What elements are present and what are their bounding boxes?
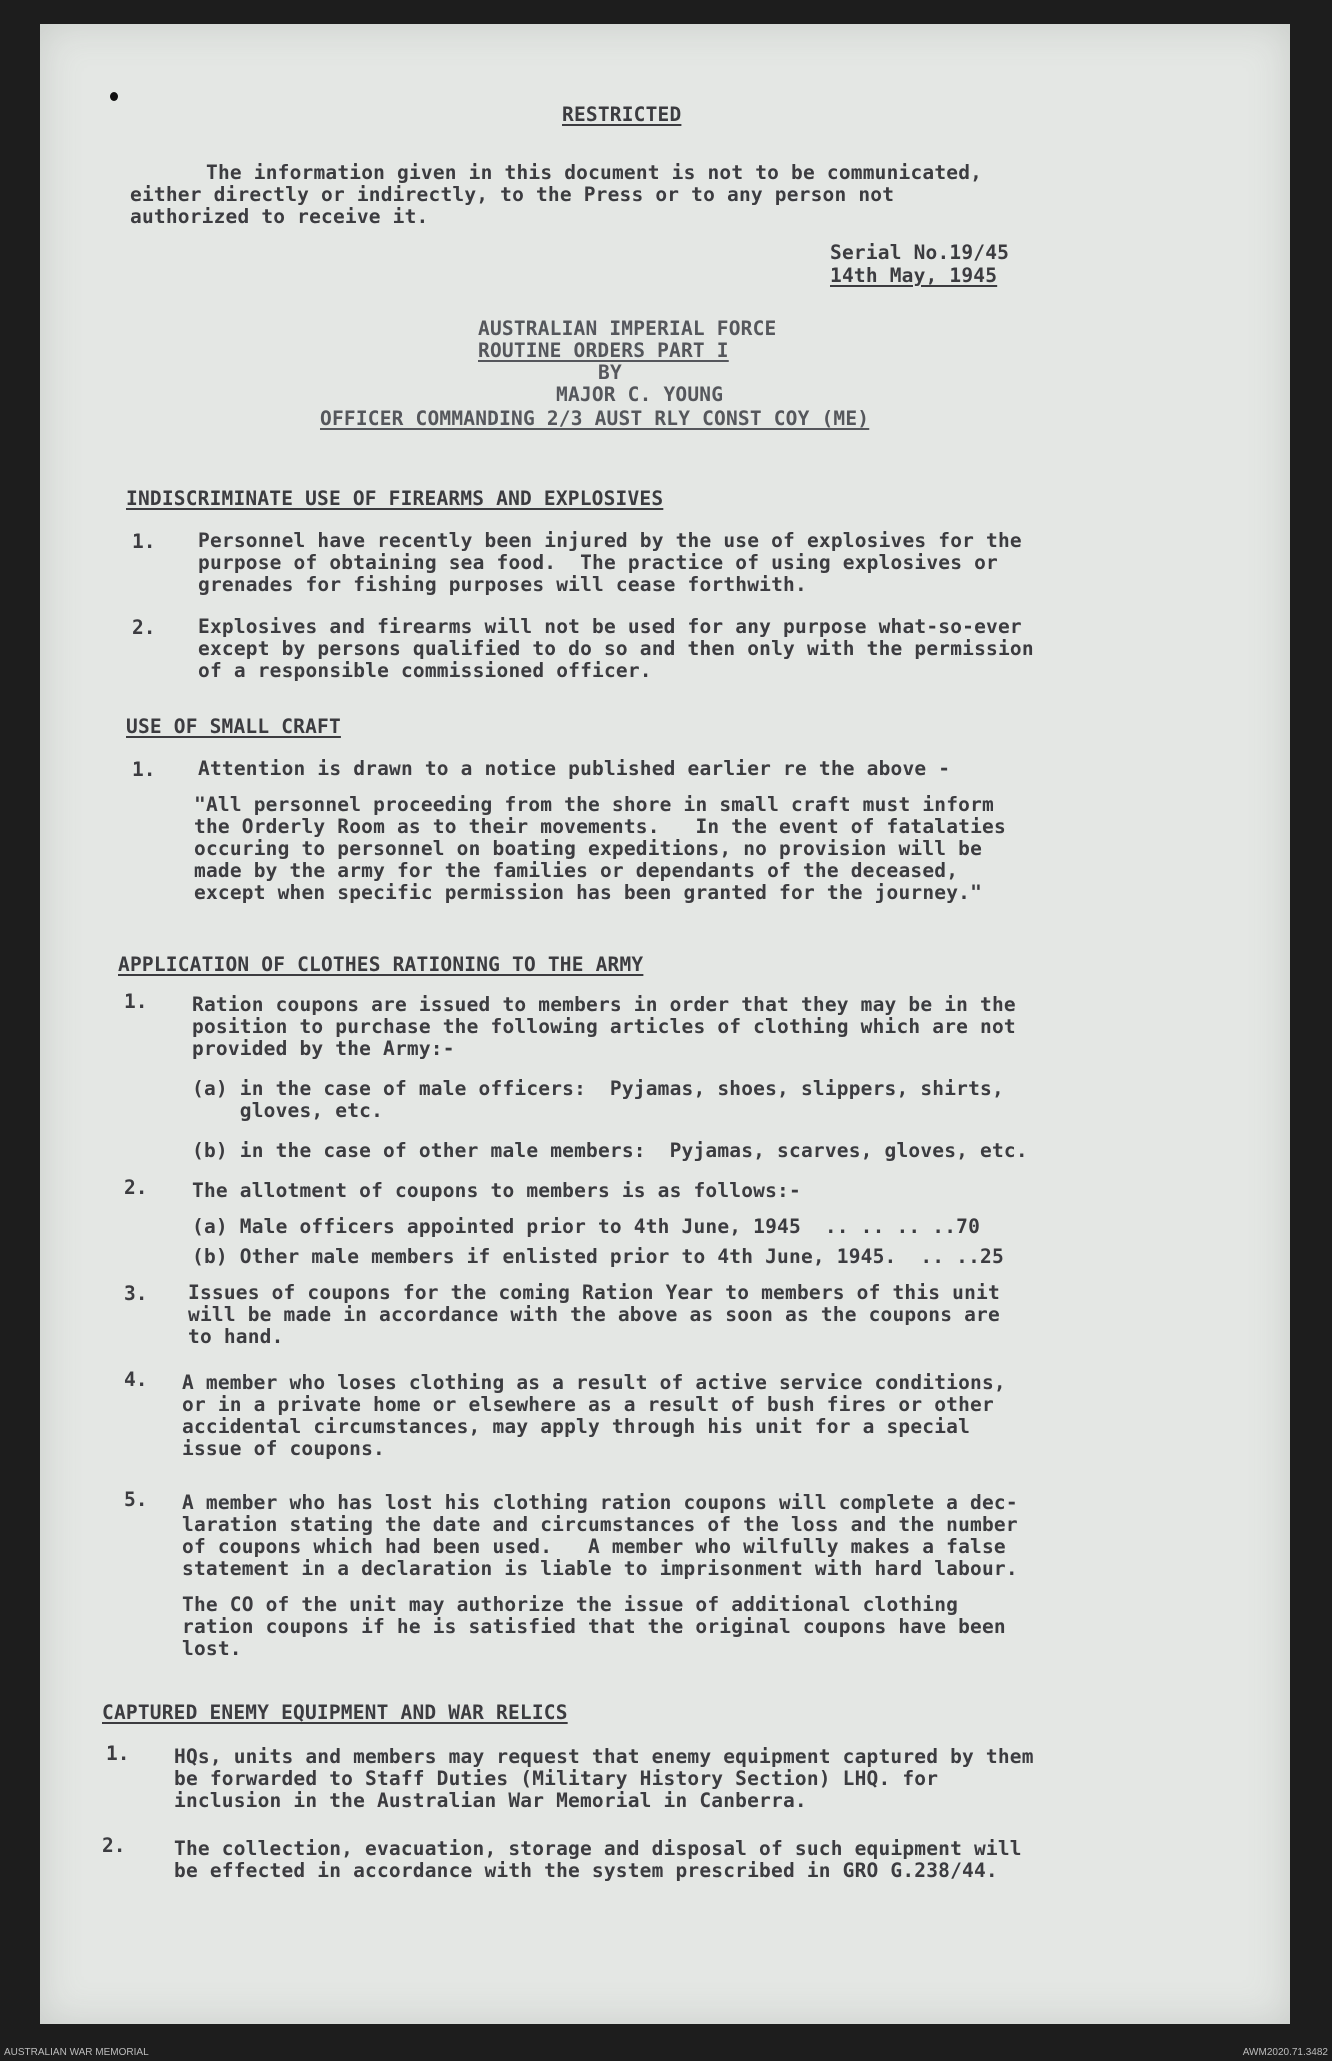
para-line: purpose of obtaining sea food. The practice of using explosives or xyxy=(198,551,998,574)
para-line: Ration coupons are issued to members in order that they may be in the xyxy=(192,993,1016,1016)
para-line: inclusion in the Australian War Memorial in Canberra. xyxy=(174,1789,807,1812)
para-line: HQs, units and members may request that enemy equipment captured by them xyxy=(174,1745,1034,1768)
para-line: The collection, evacuation, storage and disposal of such equipment will xyxy=(174,1837,1022,1860)
title-line-3: BY xyxy=(598,361,622,384)
quote-line: "All personnel proceeding from the shore in small craft must inform xyxy=(194,793,994,816)
para-line: The CO of the unit may authorize the issue of additional clothing xyxy=(182,1593,959,1616)
warning-line-2: either directly or indirectly, to the Press or to any person not xyxy=(130,183,895,206)
quote-line: the Orderly Room as to their movements. In the event of fatalaties xyxy=(194,815,1006,838)
quote-line: occuring to personnel on boating expeditions, no provision will be xyxy=(194,837,983,860)
para-line: laration stating the date and circumstances of the loss and the number xyxy=(182,1513,1018,1536)
title-line-5: OFFICER COMMANDING 2/3 AUST RLY CONST COY (ME) xyxy=(320,407,870,430)
para-number: 2. xyxy=(132,616,156,639)
warning-line-1: The information given in this document is not to be communicated, xyxy=(206,161,983,184)
para-line: or in a private home or elsewhere as a result of bush fires or other xyxy=(182,1393,994,1416)
para-line: to hand. xyxy=(188,1325,284,1348)
para-line: be effected in accordance with the system prescribed in GRO G.238/44. xyxy=(174,1859,998,1882)
classification-label: RESTRICTED xyxy=(562,103,682,126)
quote-line: made by the army for the families or dependants of the deceased, xyxy=(194,859,959,882)
para-number: 2. xyxy=(124,1176,148,1199)
para-line: statement in a declaration is liable to imprisonment with hard labour. xyxy=(182,1557,1018,1580)
para-number: 3. xyxy=(124,1282,148,1305)
section-heading-clothes-rationing: APPLICATION OF CLOTHES RATIONING TO THE ARMY xyxy=(118,953,644,976)
para-line: Personnel have recently been injured by the use of explosives for the xyxy=(198,529,1022,552)
para-line: The allotment of coupons to members is as follows:- xyxy=(192,1179,801,1202)
section-heading-small-craft: USE OF SMALL CRAFT xyxy=(126,715,341,738)
para-line: position to purchase the following articles of clothing which are not xyxy=(192,1015,1016,1038)
quote-line: except when specific permission has been granted for the journey." xyxy=(194,881,983,904)
para-line: except by persons qualified to do so and then only with the permission xyxy=(198,637,1034,660)
para-line: A member who loses clothing as a result of active service conditions, xyxy=(182,1371,1006,1394)
coupon-allotment-other: (b) Other male members if enlisted prior to 4th June, 1945. .. ..25 xyxy=(192,1245,1004,1268)
para-number: 1. xyxy=(106,1742,130,1765)
para-line: A member who has lost his clothing ration coupons will complete a dec- xyxy=(182,1491,1018,1514)
para-number: 2. xyxy=(102,1834,126,1857)
ink-blot xyxy=(110,92,118,101)
para-number: 5. xyxy=(124,1488,148,1511)
para-line: of a responsible commissioned officer. xyxy=(198,659,652,682)
para-line: issue of coupons. xyxy=(182,1437,385,1460)
para-line: Attention is drawn to a notice published earlier re the above - xyxy=(198,757,951,780)
title-line-1: AUSTRALIAN IMPERIAL FORCE xyxy=(478,317,777,340)
para-line: will be made in accordance with the above as soon as the coupons are xyxy=(188,1303,1000,1326)
para-line: of coupons which had been used. A member who wilfully makes a false xyxy=(182,1535,1006,1558)
para-line: Explosives and firearms will not be used for any purpose what-so-ever xyxy=(198,615,1022,638)
para-number: 1. xyxy=(132,758,156,781)
document-date: 14th May, 1945 xyxy=(830,264,998,287)
para-line: lost. xyxy=(182,1637,242,1660)
para-line: grenades for fishing purposes will cease forthwith. xyxy=(198,573,807,596)
coupon-allotment-officers: (a) Male officers appointed prior to 4th June, 1945 .. .. .. ..70 xyxy=(192,1215,981,1238)
para-line: gloves, etc. xyxy=(192,1099,384,1122)
para-line: provided by the Army:- xyxy=(192,1037,455,1060)
para-line: Issues of coupons for the coming Ration Year to members of this unit xyxy=(188,1281,1000,1304)
para-line: (b) in the case of other male members: Pyjamas, scarves, gloves, etc. xyxy=(192,1139,1028,1162)
serial-number: Serial No.19/45 xyxy=(830,241,1010,264)
para-number: 1. xyxy=(132,530,156,553)
warning-line-3: authorized to receive it. xyxy=(130,205,429,228)
archive-footer-right: AWM2020.71.3482 xyxy=(1242,2047,1328,2058)
title-line-2: ROUTINE ORDERS PART I xyxy=(478,339,729,362)
para-number: 1. xyxy=(124,990,148,1013)
para-line: accidental circumstances, may apply through his unit for a special xyxy=(182,1415,971,1438)
para-line: ration coupons if he is satisfied that the original coupons have been xyxy=(182,1615,1006,1638)
para-line: (a) in the case of male officers: Pyjamas, shoes, slippers, shirts, xyxy=(192,1077,1004,1100)
section-heading-firearms: INDISCRIMINATE USE OF FIREARMS AND EXPLOSIVES xyxy=(126,487,664,510)
section-heading-captured-equipment: CAPTURED ENEMY EQUIPMENT AND WAR RELICS xyxy=(102,1701,568,1724)
para-line: be forwarded to Staff Duties (Military History Section) LHQ. for xyxy=(174,1767,939,1790)
para-number: 4. xyxy=(124,1368,148,1391)
archive-footer-left: AUSTRALIAN WAR MEMORIAL xyxy=(4,2047,149,2058)
title-line-4: MAJOR C. YOUNG xyxy=(556,383,724,406)
